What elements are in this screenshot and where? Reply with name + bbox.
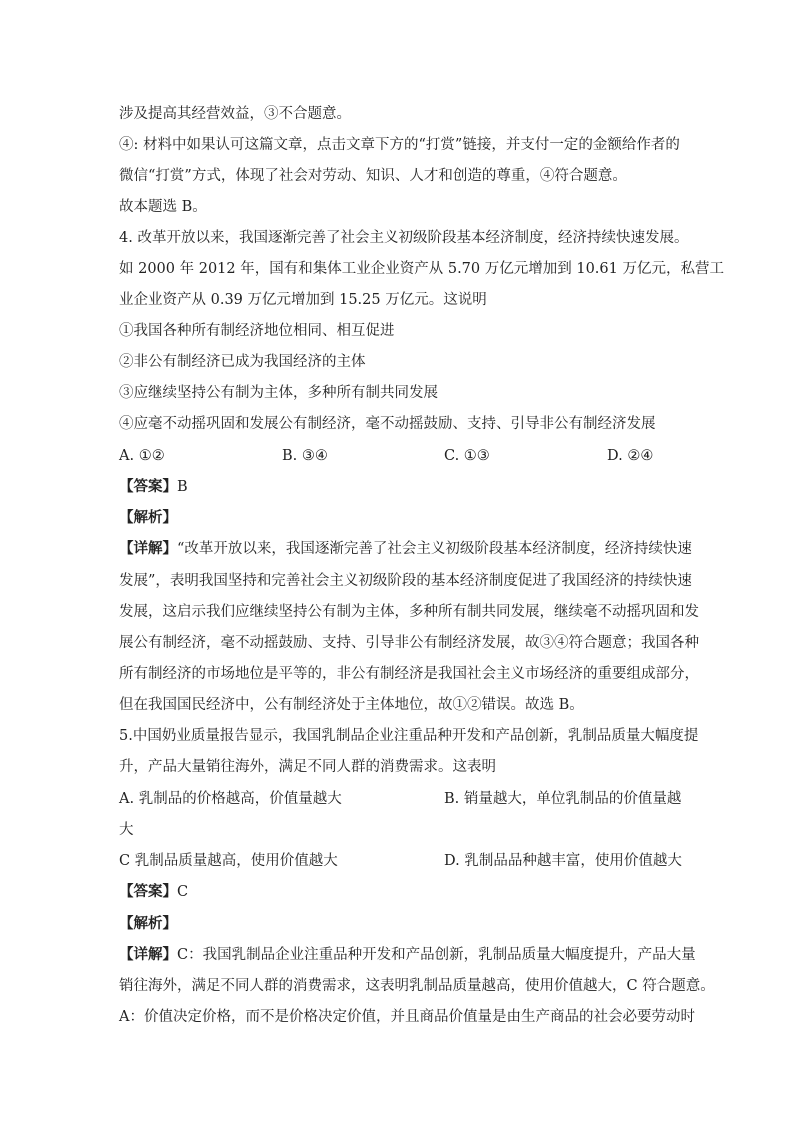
detail-line: 【详解】“改革开放以来，我国逐渐完善了社会主义初级阶段基本经济制度，经济持续快速 <box>119 540 692 557</box>
question-5-stem: 升，产品大量销往海外，满足不同人群的消费需求。这表明 <box>119 759 496 775</box>
option-d: D. ②④ <box>607 448 654 464</box>
detail-line: 【详解】C：我国乳制品企业注重品种开发和产品创新，乳制品质量大幅度提升，产品大量 <box>119 946 696 963</box>
text-line: ④: 材料中如果认可这篇文章，点击文章下方的“打赏”链接，并支付一定的金额给作者的 <box>119 137 680 153</box>
question-4-statement: ③应继续坚持公有制为主体，多种所有制共同发展 <box>119 385 438 401</box>
question-4-statement: ①我国各种所有制经济地位相同、相互促进 <box>119 323 395 339</box>
detail-line: 发展，这启示我们应继续坚持公有制为主体，多种所有制共同发展，继续毫不动摇巩固和发 <box>119 604 699 620</box>
option-c: C 乳制品质量越高，使用价值越大 <box>119 853 338 869</box>
option-c: C. ①③ <box>444 448 490 464</box>
text-line: 故本题选 B。 <box>119 199 207 215</box>
option-a: A. 乳制品的价格越高，价值量越大 <box>119 791 342 807</box>
question-4-stem: 4. 改革开放以来，我国逐渐完善了社会主义初级阶段基本经济制度，经济持续快速发展。 <box>119 230 689 246</box>
analysis-tag: 【解析】 <box>119 509 177 526</box>
detail-line: 发展”，表明我国坚持和完善社会主义初级阶段的基本经济制度促进了我国经济的持续快速 <box>119 573 692 589</box>
question-5-stem: 5.中国奶业质量报告显示，我国乳制品企业注重品种开发和产品创新，乳制品质量大幅度提 <box>119 728 699 744</box>
answer-tag: 【答案】 <box>119 883 177 900</box>
question-4-stem: 如 2000 年 2012 年，国有和集体工业企业资产从 5.70 万亿元增加到 10.61 万亿元，私营工 <box>119 261 724 277</box>
option-b: B. ③④ <box>282 448 328 464</box>
answer-line <box>119 477 679 497</box>
text-line: 涉及提高其经营效益，③不合题意。 <box>119 106 351 122</box>
question-4-statement: ②非公有制经济已成为我国经济的主体 <box>119 354 366 370</box>
detail-line: 但在我国国民经济中，公有制经济处于主体地位，故①②错误。故选 B。 <box>119 697 584 713</box>
answer-value: C <box>177 884 189 900</box>
analysis-tag: 【解析】 <box>119 915 177 932</box>
question-4-stem: 业企业资产从 0.39 万亿元增加到 15.25 万亿元。这说明 <box>119 292 487 308</box>
answer-value: B <box>177 479 188 495</box>
answer-tag: 【答案】 <box>119 478 177 495</box>
question-4-statement: ④应毫不动摇巩固和发展公有制经济，毫不动摇鼓励、支持、引导非公有制经济发展 <box>119 416 656 432</box>
detail-tag: 【详解】 <box>119 946 177 963</box>
option-b: B. 销量越大，单位乳制品的价值量越 <box>444 791 682 807</box>
detail-line: 所有制经济的市场地位是平等的，非公有制经济是我国社会主义市场经济的重要组成部分， <box>119 666 699 682</box>
answer-line <box>119 882 679 902</box>
text-line: 微信“打赏”方式，体现了社会对劳动、知识、人才和创造的尊重，④符合题意。 <box>119 168 627 184</box>
option-b-wrap: 大 <box>119 822 134 838</box>
option-d: D. 乳制品品种越丰富，使用价值越大 <box>444 853 682 869</box>
detail-line: 展公有制经济，毫不动摇鼓励、支持、引导非公有制经济发展，故③④符合题意；我国各种 <box>119 635 699 651</box>
option-a: A. ①② <box>119 448 165 464</box>
detail-tag: 【详解】 <box>119 540 177 557</box>
detail-line: 销往海外，满足不同人群的消费需求，这表明乳制品质量越高，使用价值越大，C 符合题意。 <box>119 978 715 994</box>
detail-line: A：价值决定价格，而不是价格决定价值，并且商品价值量是由生产商品的社会必要劳动时 <box>119 1009 695 1025</box>
